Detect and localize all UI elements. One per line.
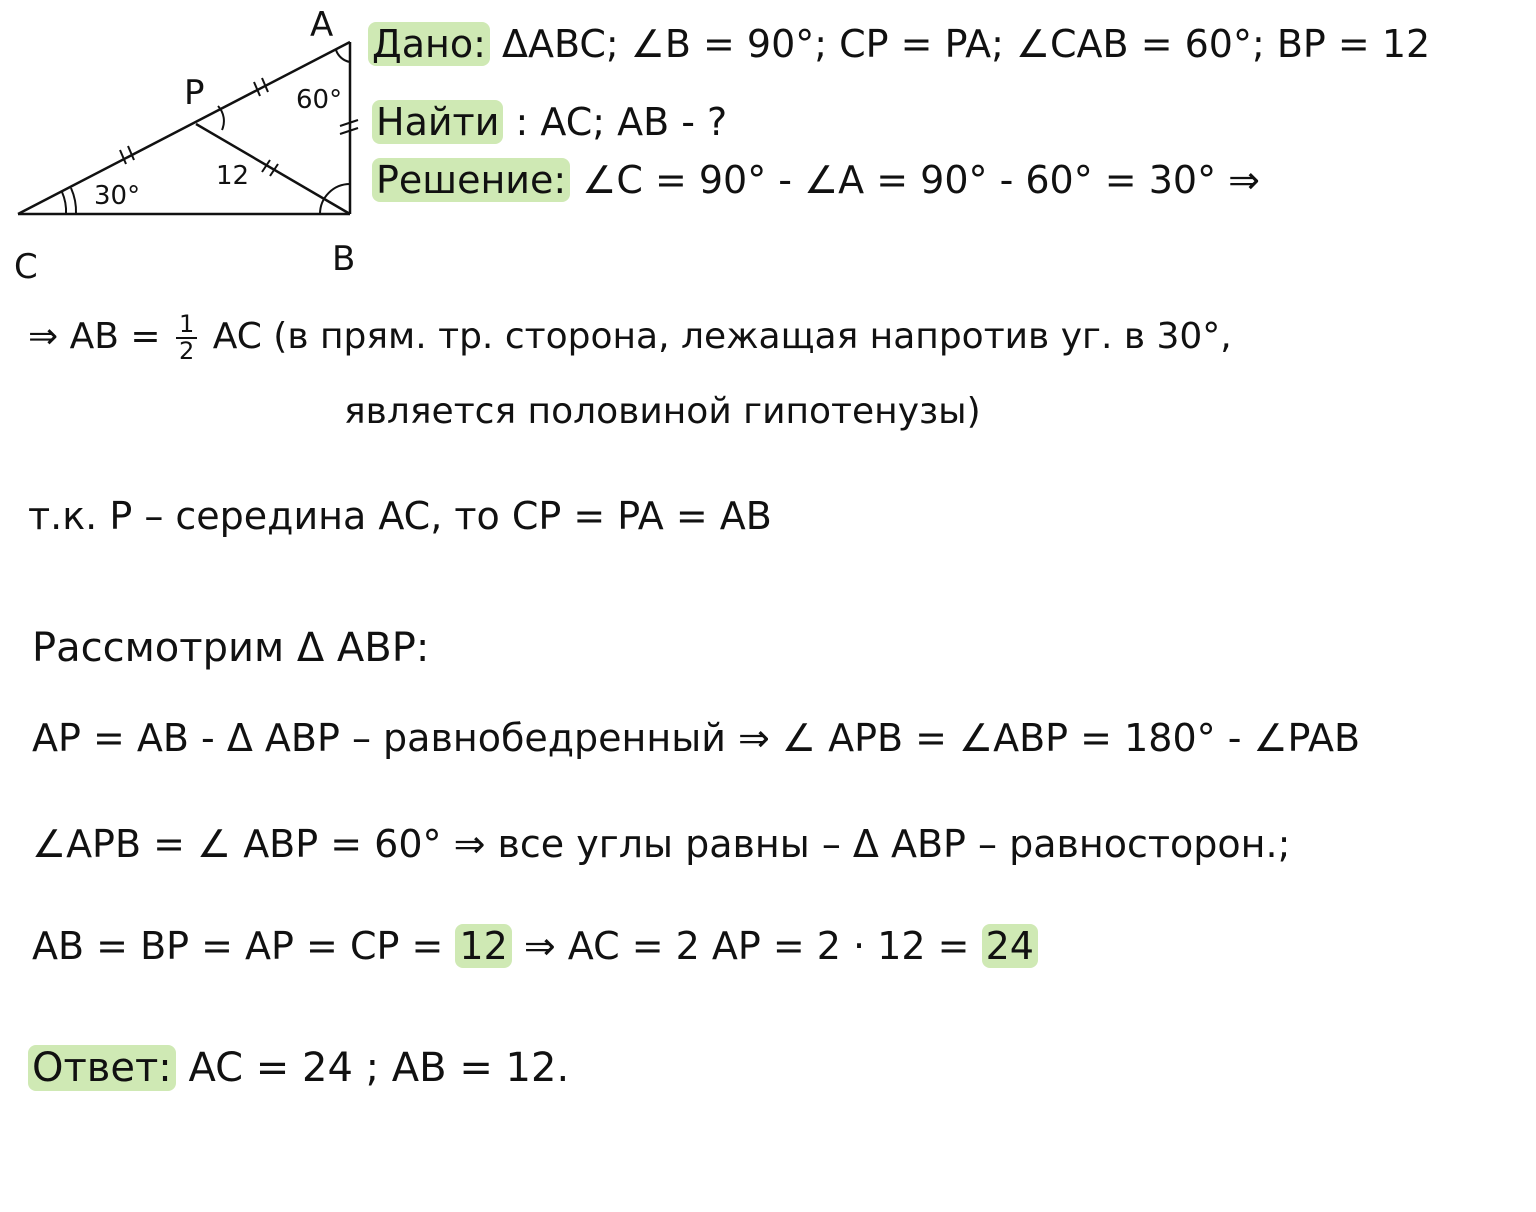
result-pre: AB = BP = AP = CP =: [32, 924, 456, 968]
result-line: [32, 926, 1038, 968]
fraction-denominator: 2: [179, 337, 195, 366]
given-line: [368, 24, 1430, 66]
solution-label: Решение:: [372, 158, 570, 202]
point-p-label: P: [184, 73, 205, 113]
find-line: [372, 102, 727, 144]
hypotenuse-line: является половиной гипотенузы): [344, 391, 981, 432]
fraction-one-half: [176, 312, 197, 364]
side-ca: [18, 42, 350, 214]
triangle-diagram: [0, 0, 380, 290]
ab-half-lhs: ⇒ AB =: [28, 316, 161, 358]
midpoint-line: т.к. P – середина AC, то CP = PA = AB: [28, 494, 772, 538]
given-text: ΔABC; ∠B = 90°; CP = PA; ∠CAB = 60°; BP = 12: [501, 22, 1431, 66]
answer-text: AC = 24 ; AB = 12.: [175, 1045, 570, 1091]
angle-c-mark: [62, 192, 66, 214]
vertex-b-label: B: [332, 239, 356, 279]
ab-half-rhs: AC (в прям. тр. сторона, лежащая напротив уг. в 30°,: [212, 316, 1232, 358]
result-value-24: 24: [982, 924, 1038, 968]
solution-line: [372, 160, 1260, 202]
answer-label: Ответ:: [28, 1045, 176, 1091]
result-mid: ⇒ AC = 2 AP = 2 · 12 =: [511, 924, 982, 968]
given-label: Дано:: [368, 22, 490, 66]
isosceles-line: AP = AB - Δ ABP – равнобедренный ⇒ ∠ APB = ∠ABP = 180° - ∠PAB: [32, 716, 1361, 760]
answer-line: [28, 1046, 569, 1090]
angle-a-mark: [336, 50, 350, 62]
angle-b-mark: [320, 184, 350, 214]
triangle-figure: [0, 0, 380, 290]
find-label: Найти: [372, 100, 503, 144]
angle-c-label: 30°: [94, 181, 141, 211]
vertex-a-label: A: [310, 5, 334, 45]
angle-c-mark-2: [71, 188, 76, 214]
fraction-numerator: 1: [176, 312, 197, 339]
equilateral-line: ∠APB = ∠ ABP = 60° ⇒ все углы равны – Δ ABP – равносторон.;: [32, 822, 1291, 866]
find-text: : AC; AB - ?: [515, 100, 728, 144]
result-value-12: 12: [455, 924, 511, 968]
vertex-c-label: C: [14, 247, 38, 287]
solution-text: ∠C = 90° - ∠A = 90° - 60° = 30° ⇒: [582, 158, 1260, 202]
bp-length-label: 12: [216, 161, 250, 191]
ab-half-line: [28, 312, 1232, 364]
angle-a-label: 60°: [296, 85, 343, 115]
consider-line: Рассмотрим Δ ABP:: [32, 625, 430, 671]
